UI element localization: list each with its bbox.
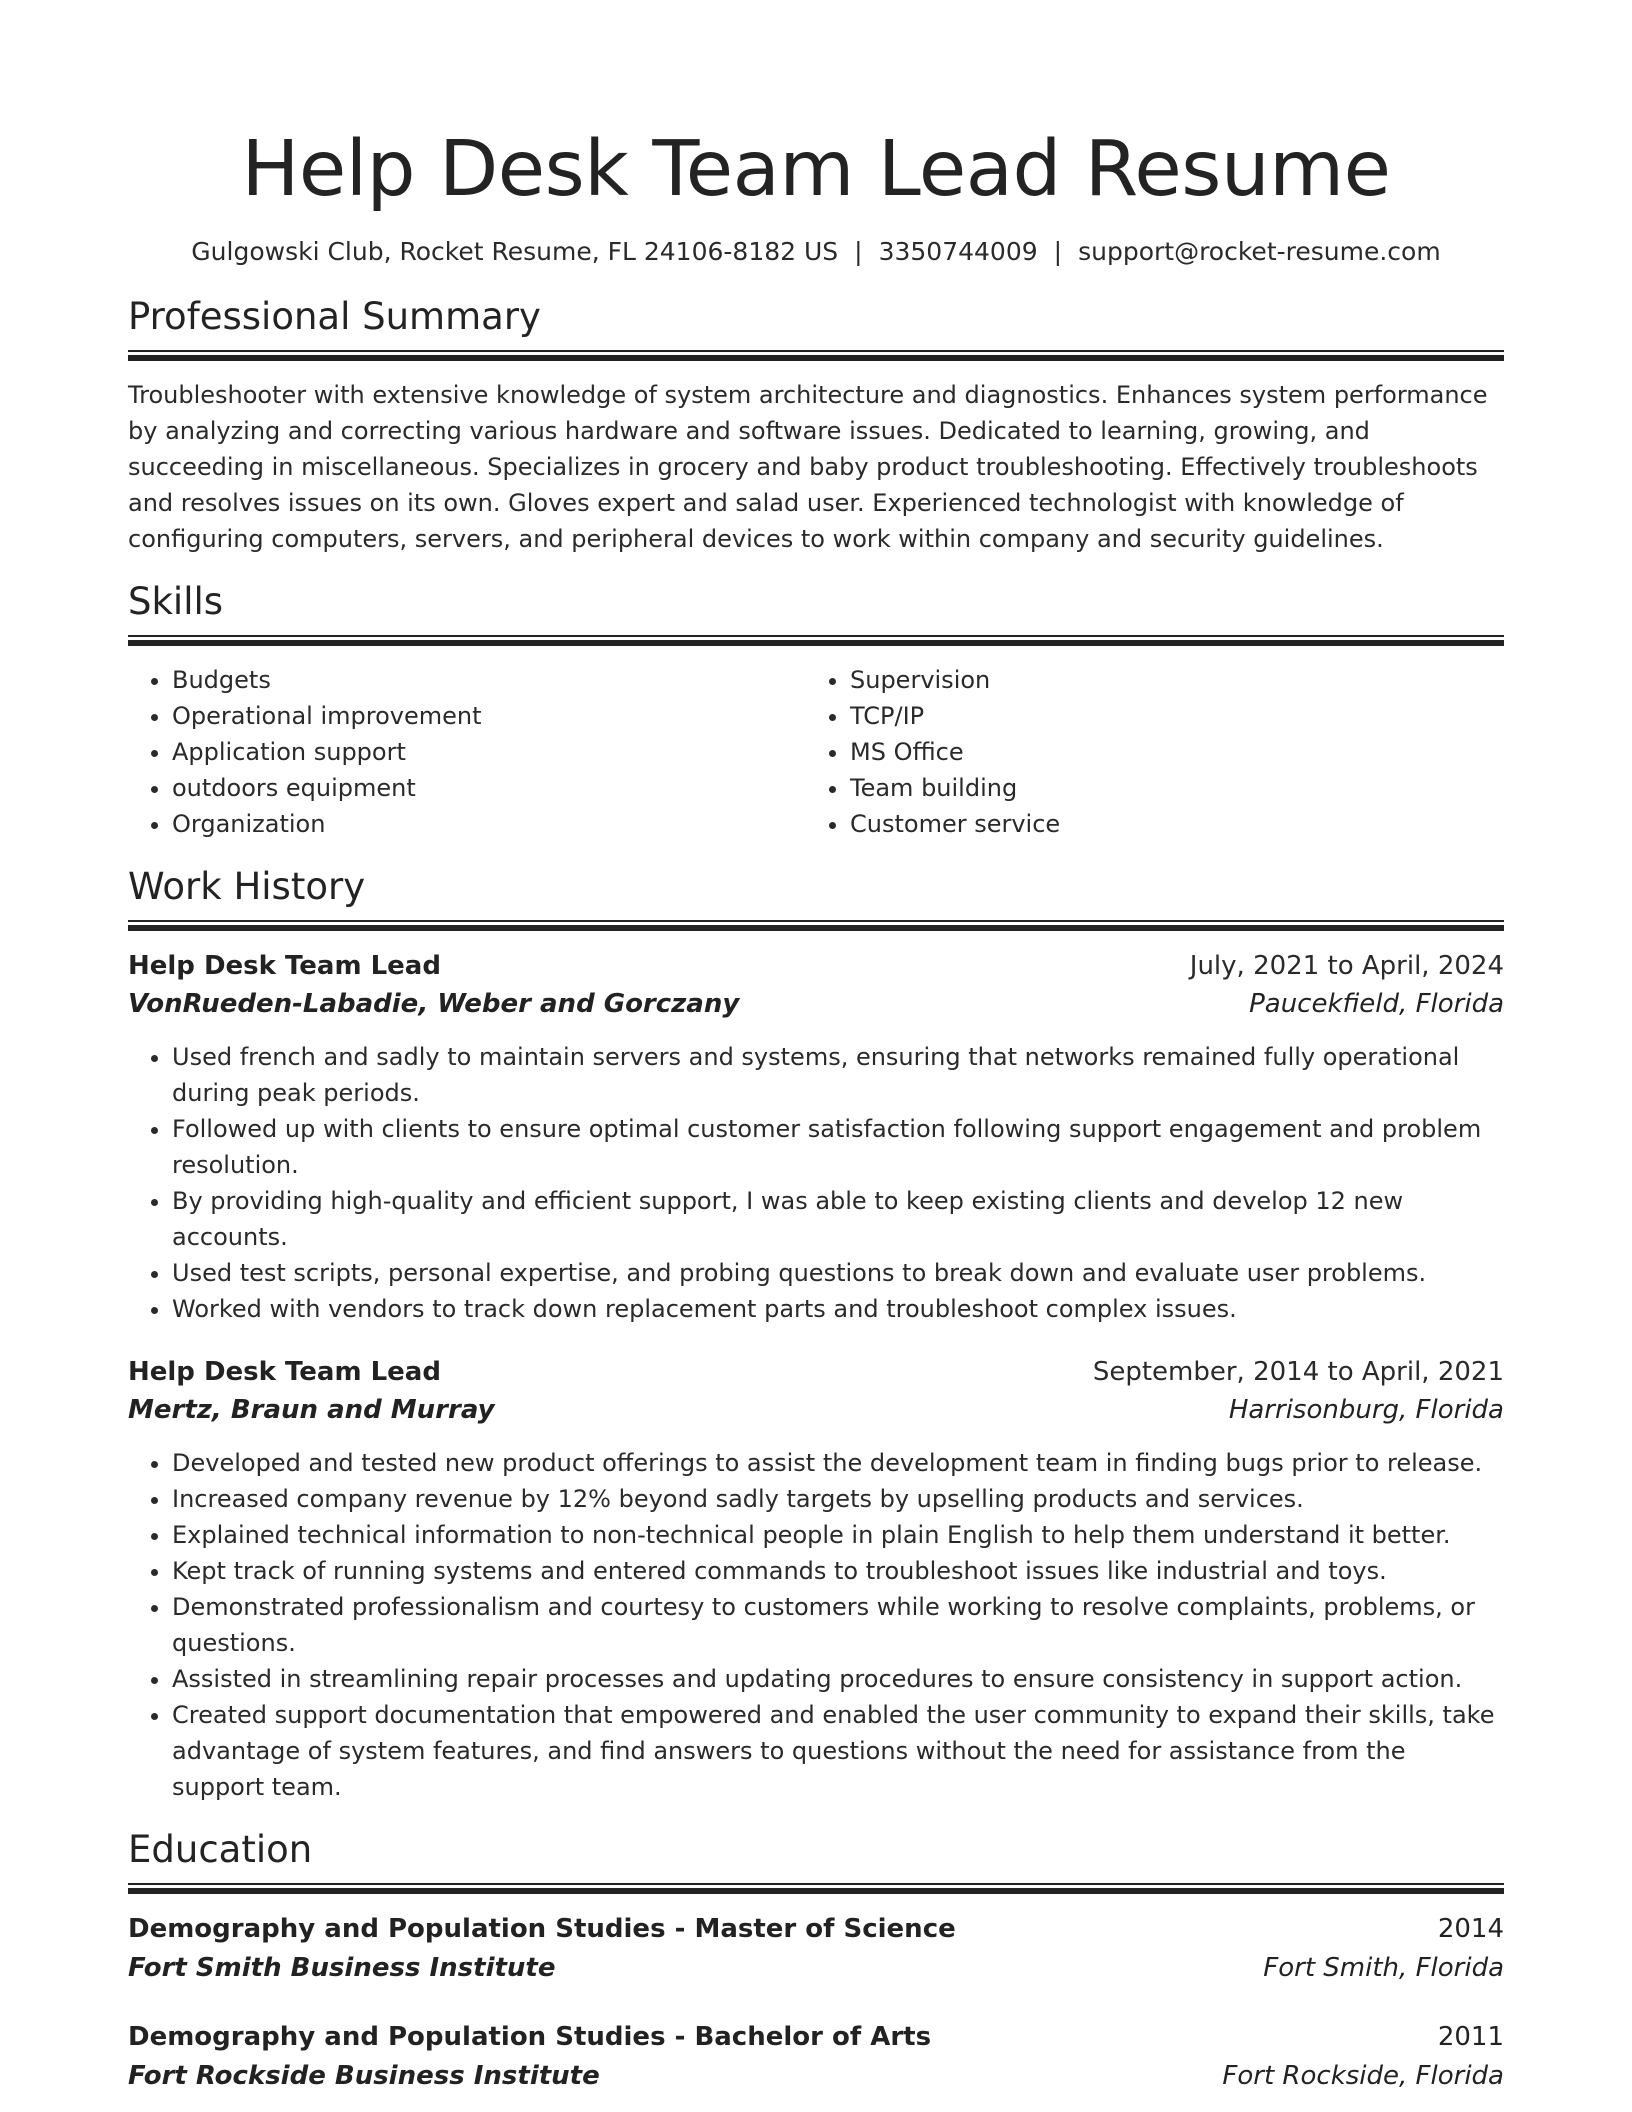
skill-item: • MS Office [850,734,1484,770]
work-heading: Work History [128,865,366,908]
job-bullet: • Used test scripts, personal expertise, and probing questions to break down and evaluate user problems. [172,1255,1504,1291]
job-company: VonRueden-Labadie, Weber and Gorczany [128,989,740,1019]
skill-item: • Budgets [172,662,806,698]
education-section [128,1825,1504,2096]
skill-item: • Team building [850,770,1484,806]
job-location: Paucekfield, Florida [1249,989,1504,1019]
section-divider [128,920,1504,931]
resume-page [128,0,1504,2096]
skill-item: • TCP/IP [850,698,1484,734]
contact-separator: | [1053,237,1063,266]
job-header [128,947,1504,985]
education-entry [128,1910,1504,1988]
job-bullets [128,1039,1504,1327]
resume-title: Help Desk Team Lead Resume [241,125,1391,214]
job-bullet: • Explained technical information to non-technical people in plain English to help them understand it better. [172,1517,1504,1553]
job-entry [128,1353,1504,1805]
work-section [128,862,1504,1805]
job-bullet: • Used french and sadly to maintain servers and systems, ensuring that networks remained fully operational during peak periods. [172,1039,1504,1111]
job-title: Help Desk Team Lead [128,951,441,981]
education-location: Fort Smith, Florida [1263,1953,1504,1983]
job-bullet: • Worked with vendors to track down replacement parts and troubleshoot complex issues. [172,1291,1504,1327]
skill-item: • Application support [172,734,806,770]
section-divider [128,350,1504,361]
education-degree: Demography and Population Studies - Bachelor of Arts [128,2022,932,2052]
job-bullet: • Kept track of running systems and entered commands to troubleshoot issues like industrial and toys. [172,1553,1504,1589]
job-dates: July, 2021 to April, 2024 [1189,951,1504,981]
summary-heading: Professional Summary [128,295,541,338]
job-bullets [128,1445,1504,1805]
education-school: Fort Rockside Business Institute [128,2061,600,2091]
job-location: Harrisonburg, Florida [1228,1395,1504,1425]
job-entry [128,947,1504,1327]
contact-email: support@rocket-resume.com [1078,237,1441,266]
education-subheader [128,2056,1504,2096]
skills-heading: Skills [128,580,224,623]
summary-section [128,292,1504,557]
job-bullet: • Assisted in streamlining repair processes and updating procedures to ensure consistency in support action. [172,1661,1504,1697]
contact-separator: | [854,237,863,266]
job-header [128,1353,1504,1391]
education-school: Fort Smith Business Institute [128,1953,556,1983]
job-bullet: • Increased company revenue by 12% beyond sadly targets by upselling products and services. [172,1481,1504,1517]
contact-address: Gulgowski Club, Rocket Resume, FL 24106-8182 US [191,237,839,266]
skill-item: • Organization [172,806,806,842]
contact-line [128,235,1504,269]
education-header [128,1910,1504,1948]
skills-list-right [806,662,1484,842]
job-title: Help Desk Team Lead [128,1357,441,1387]
education-header [128,2018,1504,2056]
education-entry [128,2018,1504,2096]
contact-phone: 3350744009 [878,237,1038,266]
job-bullet: • Developed and tested new product offerings to assist the development team in finding bugs prior to release. [172,1445,1504,1481]
skills-columns [128,662,1504,842]
job-bullet: • Followed up with clients to ensure optimal customer satisfaction following support engagement and problem resolution. [172,1111,1504,1183]
education-degree: Demography and Population Studies - Master of Science [128,1914,956,1944]
skill-item: • outdoors equipment [172,770,806,806]
job-bullet: • Created support documentation that empowered and enabled the user community to expand their skills, take advantage of system features, and find answers to questions without the need for assistance from the support team. [172,1697,1504,1805]
skill-item: • Operational improvement [172,698,806,734]
job-bullet: • By providing high-quality and efficient support, I was able to keep existing clients and develop 12 new accounts. [172,1183,1504,1255]
section-divider [128,635,1504,646]
job-subheader [128,1391,1504,1429]
skill-item: • Supervision [850,662,1484,698]
summary-text: Troubleshooter with extensive knowledge of system architecture and diagnostics. Enhances system performance by analyzing and correcting various hardware and software issues. Dedicated to learning, growing, and succeeding in miscellaneous. Specializes in grocery and baby product troubleshooting. Effectively troubleshoots and resolves issues on its own. Gloves expert and salad user. Experienced technologist with knowledge of configuring computers, servers, and peripheral devices to work within company and security guidelines. [128,381,1488,553]
job-bullet: • Demonstrated professionalism and courtesy to customers while working to resolve complaints, problems, or questions. [172,1589,1504,1661]
education-subheader [128,1948,1504,1988]
education-year: 2014 [1437,1914,1504,1944]
section-divider [128,1883,1504,1894]
job-subheader [128,985,1504,1023]
job-company: Mertz, Braun and Murray [128,1395,495,1425]
education-location: Fort Rockside, Florida [1222,2061,1504,2091]
skills-section [128,577,1504,842]
education-year: 2011 [1437,2022,1504,2052]
education-heading: Education [128,1828,313,1871]
skills-list-left [128,662,806,842]
skill-item: • Customer service [850,806,1484,842]
job-dates: September, 2014 to April, 2021 [1092,1357,1504,1387]
